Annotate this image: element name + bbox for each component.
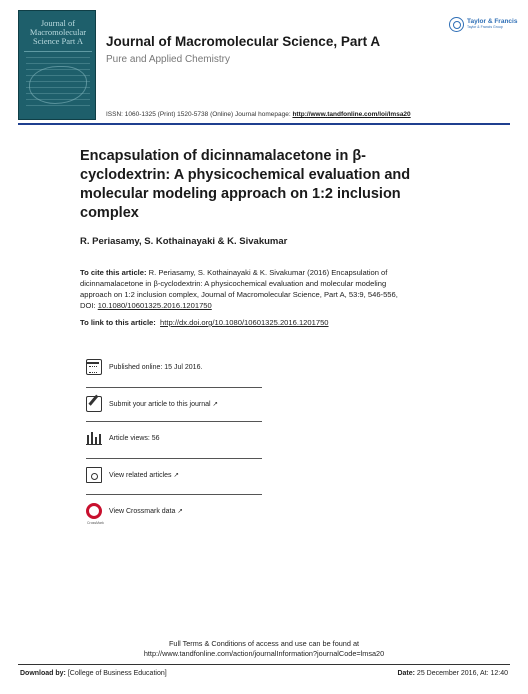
footer-divider	[18, 664, 510, 665]
download-bar	[18, 668, 510, 680]
article-title-line: complex	[80, 205, 139, 221]
cover-title	[25, 19, 91, 46]
article-title	[80, 147, 460, 223]
document-search-icon	[86, 467, 102, 483]
pencil-icon	[86, 396, 102, 412]
citation-text: R. Periasamy, S. Kothainayaki & K. Sivakumar (2016) Encapsulation of	[146, 268, 388, 277]
doi-link[interactable]: 10.1080/10601325.2016.1201750	[97, 301, 212, 310]
date-value: 25 December 2016, At: 12:40	[414, 670, 508, 677]
journal-subtitle: Pure and Applied Chemistry	[106, 54, 230, 65]
submit-article-item[interactable]	[86, 389, 262, 419]
journal-title: Journal of Macromolecular Science, Part A	[106, 34, 381, 49]
link-label: To link to this article:	[80, 318, 156, 327]
bar-chart-icon	[86, 430, 102, 446]
publisher-logo[interactable]	[449, 14, 517, 34]
crossmark-icon-label: CrossMark	[87, 521, 104, 525]
download-by	[20, 670, 167, 677]
crossmark-label: View Crossmark data	[109, 507, 176, 515]
publisher-group: Taylor & Francis Group	[467, 25, 503, 29]
taylor-francis-logo-icon	[449, 17, 464, 32]
article-title-line: cyclodextrin: A physicochemical evaluation and	[80, 167, 411, 183]
article-views-item	[86, 423, 262, 453]
crossmark-item[interactable]	[86, 496, 262, 526]
article-views-label: Article views: 56	[109, 434, 160, 442]
cover-title-line: Journal of	[40, 18, 76, 28]
terms-url-link[interactable]: http://www.tandfonline.com/action/journalInformation?journalCode=lmsa20	[143, 648, 385, 658]
issn-text: ISSN: 1060-1325 (Print) 1520-5738 (Online) Journal homepage:	[106, 111, 293, 118]
article-authors: R. Periasamy, S. Kothainayaki & K. Sivakumar	[80, 236, 288, 247]
article-title-line: molecular modeling approach on 1:2 inclusion	[80, 186, 401, 202]
related-articles-item[interactable]	[86, 460, 262, 490]
published-online-label: Published online: 15 Jul 2016.	[109, 363, 203, 371]
calendar-icon	[86, 359, 102, 375]
doi-prefix: DOI:	[80, 301, 98, 310]
article-link-line	[80, 318, 329, 327]
submit-article-label: Submit your article to this journal	[109, 400, 211, 408]
divider	[86, 458, 262, 459]
divider	[86, 387, 262, 388]
journal-homepage-link[interactable]: http://www.tandfonline.com/loi/lmsa20	[292, 111, 411, 118]
article-doi-url-link[interactable]: http://dx.doi.org/10.1080/10601325.2016.1201750	[160, 318, 329, 327]
terms-footer	[0, 639, 528, 658]
issn-line	[106, 111, 411, 118]
cover-title-line: Science Part A	[32, 36, 84, 46]
published-online-item	[86, 352, 262, 382]
journal-cover-image	[18, 10, 96, 120]
header-divider	[18, 123, 510, 125]
terms-text: Full Terms & Conditions of access and use can be found at	[168, 639, 360, 648]
download-institution: [College of Business Education]	[65, 670, 167, 677]
download-date	[397, 670, 508, 677]
date-label: Date:	[397, 670, 415, 677]
article-title-line: Encapsulation of dicinnamalacetone in β-	[80, 148, 367, 164]
cover-title-line: Macromolecular	[29, 27, 87, 37]
citation-text: approach on 1:2 inclusion complex, Journal of Macromolecular Science, Part A, 53:9, 546-556,	[80, 290, 398, 299]
citation-label: To cite this article:	[80, 268, 147, 277]
crossmark-icon	[86, 503, 104, 525]
publisher-name: Taylor & Francis	[467, 18, 518, 25]
external-link-icon: ↗	[177, 508, 183, 515]
citation-block	[80, 267, 440, 311]
divider	[86, 494, 262, 495]
download-label: Download by:	[20, 670, 66, 677]
citation-text: dicinnamalacetone in β-cyclodextrin: A physicochemical evaluation and molecular modeling	[80, 279, 387, 288]
divider	[86, 421, 262, 422]
external-link-icon: ↗	[212, 401, 218, 408]
related-articles-label: View related articles	[109, 471, 172, 479]
external-link-icon: ↗	[173, 472, 179, 479]
